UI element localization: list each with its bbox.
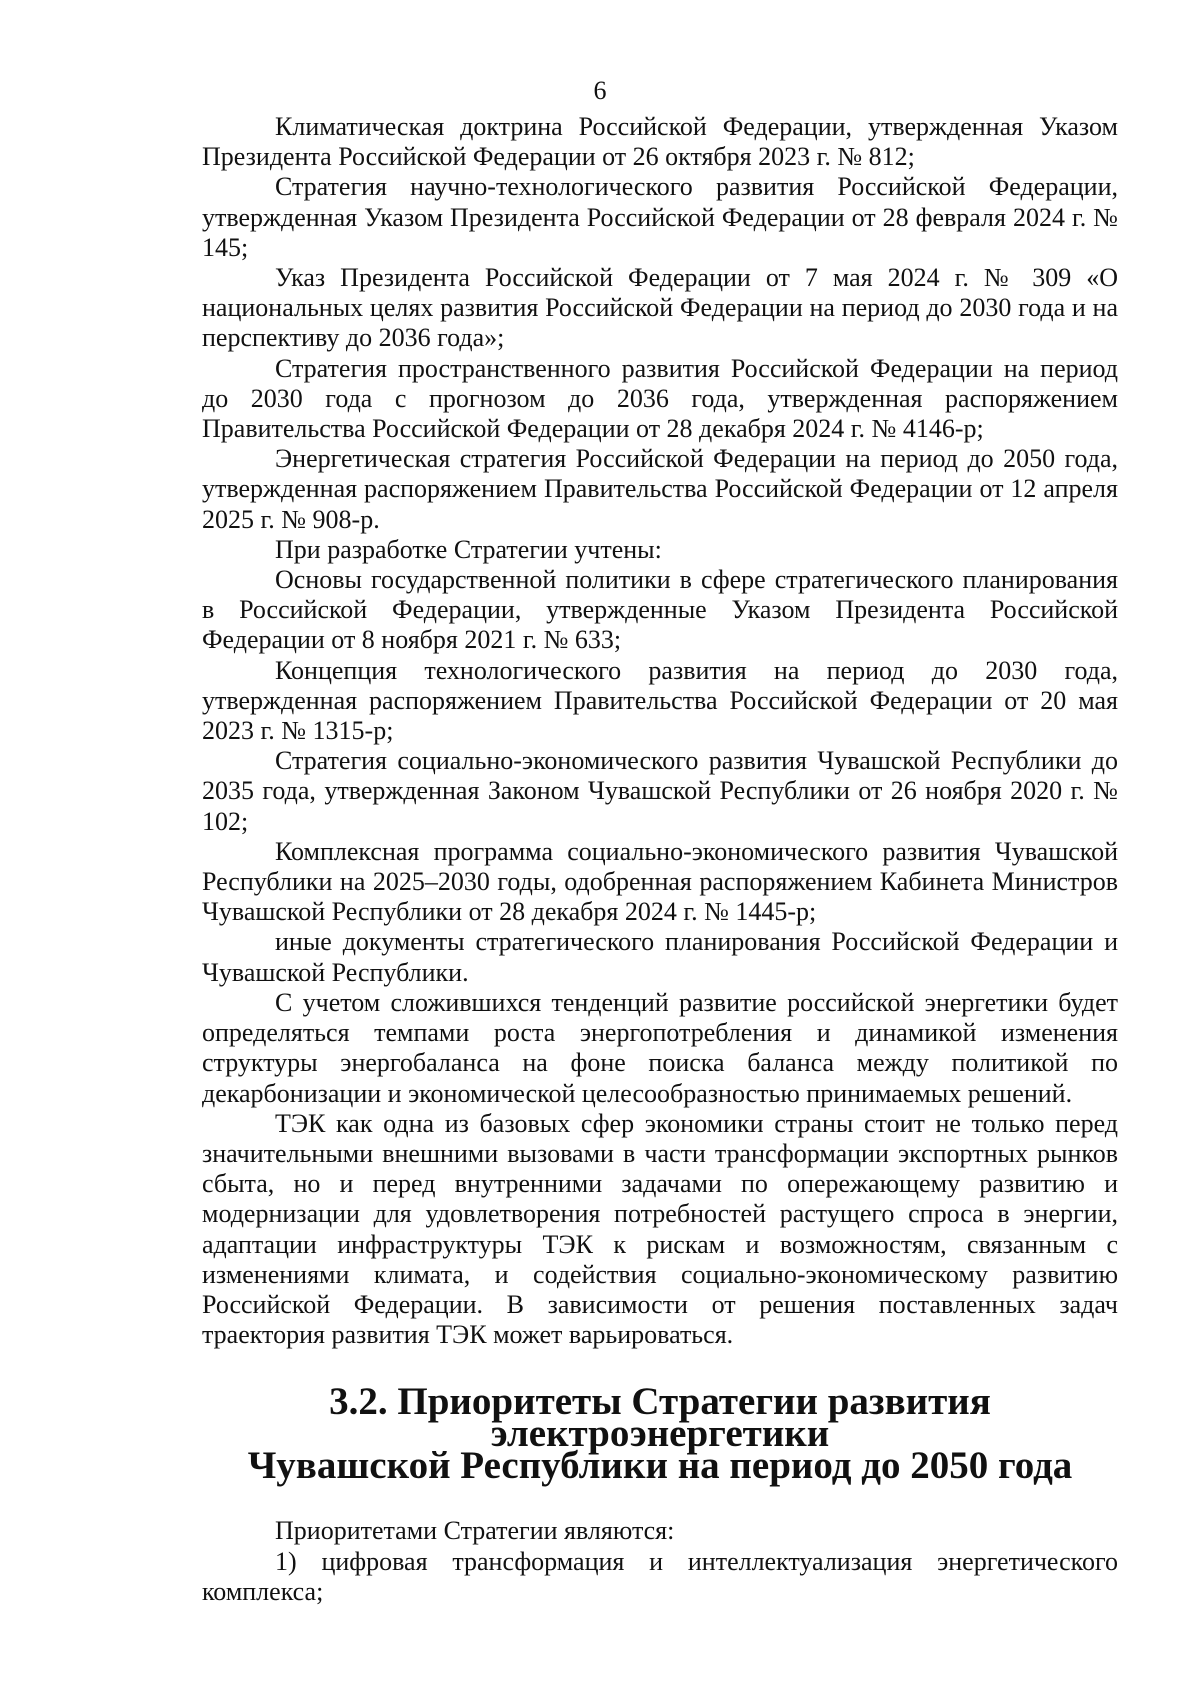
page-number: 6 [593,76,607,105]
paragraph-other-documents: иные документы стратегического планирования Российской Федерации и Чувашской Республики. [202,927,1118,987]
paragraph-science-tech-strategy: Стратегия научно-технологического развития Российской Федерации, утвержденная Указом Президента Российской Федерации от 28 февраля 2024 г. № 145; [202,172,1118,262]
section-heading-line-2: Чувашской Республики на период до 2050 года [247,1444,1073,1488]
paragraph-energy-trends: С учетом сложившихся тенденций развитие российской энергетики будет определяться темпами роста энергопотребления и динамикой изменения структуры энергобаланса на фоне поиска баланса между политикой по декарбонизации и экономической целесообразностью принимаемых решений. [202,987,1118,1108]
paragraph-tech-concept: Концепция технологического развития на период до 2030 года, утвержденная распоряжением Правительства Российской Федерации от 20 мая 2023 г. № 1315-р; [202,655,1118,746]
paragraph-climate-doctrine: Климатическая доктрина Российской Федерации, утвержденная Указом Президента Российской Федерации от 26 октября 2023 г. № 812; [202,112,1118,172]
paragraph-fuel-energy-complex: ТЭК как одна из базовых сфер экономики страны стоит не только перед значительными внешними вызовами в части трансформации экспортных рынков сбыта, но и перед внутренними задачами по опережающему развитию и модернизации для удовлетворения потребностей растущего спроса в энергии, адаптации инфраструктуры ТЭК к рискам и возможностям, связанным с изменениями климата, и содействия социально-экономическому развитию Российской Федерации. В зависимости от решения поставленных задач траектория развития ТЭК может варьироваться. [202,1108,1118,1350]
paragraph-considered-intro: При разработке Стратегии учтены: [275,534,662,564]
paragraph-chuvash-strategy: Стратегия социально-экономического развития Чувашской Республики до 2035 года, утвержденная Законом Чувашской Республики от 26 ноября 2020 г. № 102; [202,746,1118,836]
paragraph-planning-policy: Основы государственной политики в сфере стратегического планирования в Российской Федерации, утвержденные Указом Президента Российской Федерации от 8 ноября 2021 г. № 633; [202,565,1118,655]
paragraph-energy-strategy: Энергетическая стратегия Российской Федерации на период до 2050 года, утвержденная распоряжением Правительства Российской Федерации от 12 апреля 2025 г. № 908-р. [202,444,1118,534]
document-body [202,112,1118,1607]
section-heading [202,1380,1118,1488]
paragraph-spatial-strategy: Стратегия пространственного развития Российской Федерации на период до 2030 года с прогнозом до 2036 года, утвержденная распоряжением Правительства Российской Федерации от 28 декабря 2024 г. № 4146-р; [202,353,1118,444]
paragraph-priority-1: 1) цифровая трансформация и интеллектуализация энергетического комплекса; [202,1546,1118,1606]
section-heading-line-1: 3.2. Приоритеты Стратегии развития электроэнергетики [329,1380,991,1456]
paragraph-complex-program: Комплексная программа социально-экономического развития Чувашской Республики на 2025–2030 годы, одобренная распоряжением Кабинета Министров Чувашской Республики от 28 декабря 2024 г. № 1445-р; [202,836,1118,927]
paragraph-priorities-intro: Приоритетами Стратегии являются: [275,1516,675,1546]
paragraph-decree-309: Указ Президента Российской Федерации от 7 мая 2024 г. № 309 «О национальных целях развития Российской Федерации на период до 2030 года и на перспективу до 2036 года»; [202,263,1118,353]
